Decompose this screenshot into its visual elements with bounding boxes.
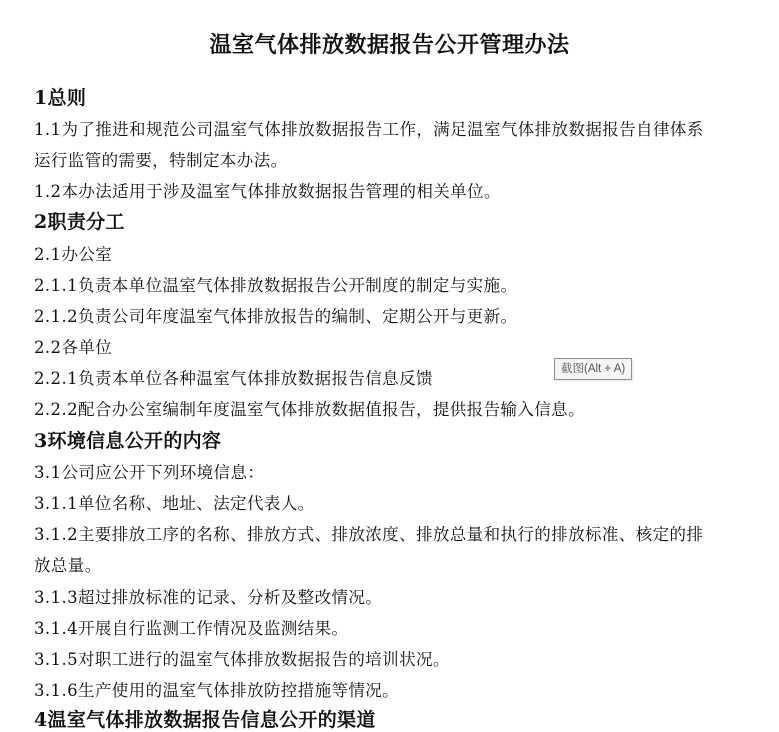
paragraph-1-2: 1.2本办法适用于涉及温室气体排放数据报告管理的相关单位。 — [34, 182, 501, 201]
paragraph-2-2-2: 2.2.2配合办公室编制年度温室气体排放数据值报告，提供报告输入信息。 — [34, 400, 585, 419]
paragraph-3-1-3: 3.1.3超过排放标准的记录、分析及整改情况。 — [34, 588, 383, 607]
section-heading-2: 2职责分工 — [34, 211, 125, 233]
paragraph-3-1: 3.1公司应公开下列环境信息： — [34, 463, 265, 482]
paragraph-3-1-4: 3.1.4开展自行监测工作情况及监测结果。 — [34, 619, 349, 638]
paragraph-2-1-2: 2.1.2负责公司年度温室气体排放报告的编制、定期公开与更新。 — [34, 307, 518, 326]
paragraph-3-1-2-cont: 放总量。 — [34, 556, 102, 575]
paragraph-3-1-6: 3.1.6生产使用的温室气体排放防控措施等情况。 — [34, 681, 400, 700]
paragraph-3-1-2: 3.1.2主要排放工序的名称、排放方式、排放浓度、排放总量和执行的排放标准、核定的排 — [34, 525, 704, 544]
paragraph-2-1: 2.1办公室 — [34, 245, 113, 264]
paragraph-3-1-1: 3.1.1单位名称、地址、法定代表人。 — [34, 494, 315, 513]
paragraph-1-1: 1.1为了推进和规范公司温室气体排放数据报告工作，满足温室气体排放数据报告自律体系 — [34, 120, 704, 139]
paragraph-1-1-cont: 运行监管的需要，特制定本办法。 — [34, 151, 288, 170]
section-heading-3: 3环境信息公开的内容 — [34, 430, 222, 452]
paragraph-3-1-5: 3.1.5对职工进行的温室气体排放数据报告的培训状况。 — [34, 650, 450, 669]
paragraph-2-1-1: 2.1.1负责本单位温室气体排放数据报告公开制度的制定与实施。 — [34, 276, 518, 295]
paragraph-2-2: 2.2各单位 — [34, 338, 113, 357]
section-heading-4: 4温室气体排放数据报告信息公开的渠道 — [34, 709, 376, 731]
paragraph-2-2-1: 2.2.1负责本单位各种温室气体排放数据报告信息反馈 — [34, 369, 433, 388]
document-title: 温室气体排放数据报告公开管理办法 — [209, 32, 570, 58]
screenshot-tooltip: 截图(Alt + A) — [554, 358, 632, 380]
section-heading-1: 1总则 — [34, 87, 87, 109]
